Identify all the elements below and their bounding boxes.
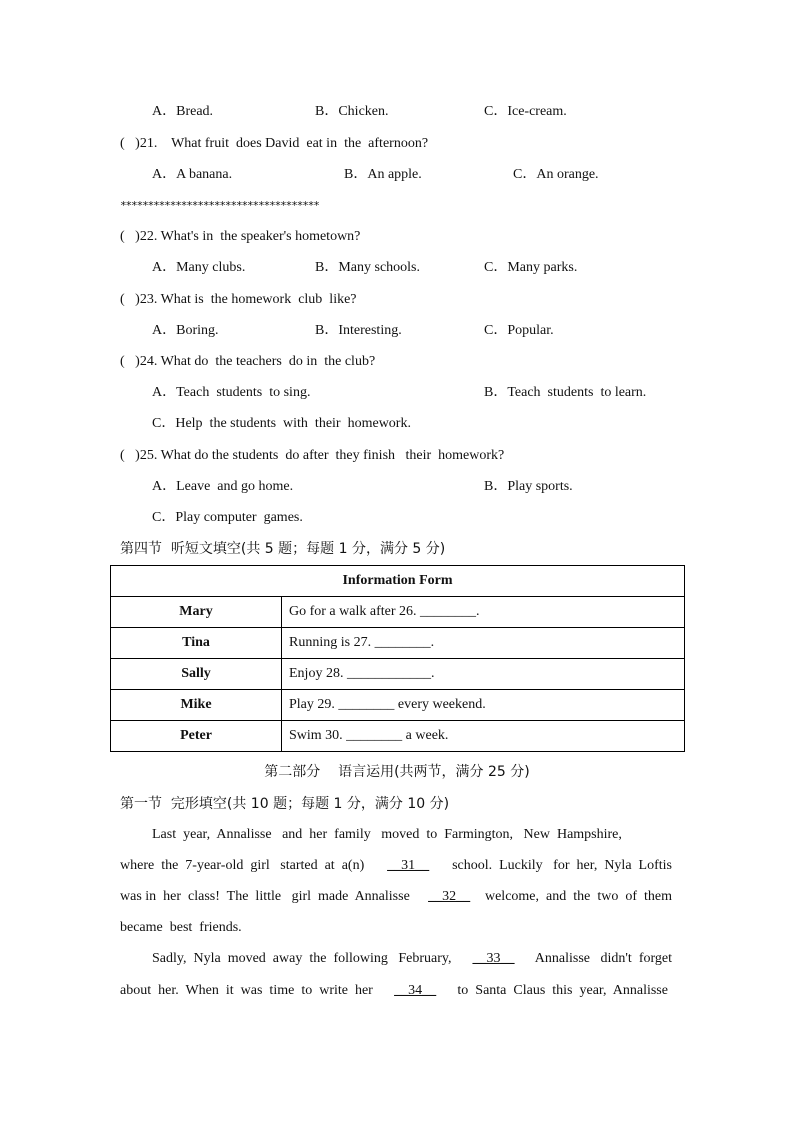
q23-option-b: B．Interesting. — [315, 323, 402, 338]
q22-option-b: B．Many schools. — [315, 260, 420, 275]
row-name-tina: Tina — [111, 628, 282, 659]
passage-p1-line1: Last year, Annalisse and her family moved to Farmington, New Hampshire, — [152, 827, 622, 842]
table-row — [111, 597, 685, 628]
blank-31: __31__ — [387, 858, 430, 873]
row-name-mike: Mike — [111, 690, 282, 721]
row-text-26: Go for a walk after 26. ________. — [282, 597, 685, 628]
q24-option-b: B．Teach students to learn. — [484, 385, 647, 400]
separator-line: ************************************ — [120, 199, 319, 212]
form-title: Information Form — [111, 566, 685, 597]
passage-text: to Santa Claus this year, Annalisse — [450, 983, 668, 998]
passage-text: welcome, and the two of them — [477, 889, 672, 904]
passage-text: Annalisse didn't forget — [528, 951, 672, 966]
table-row — [111, 659, 685, 690]
q22-option-c: C．Many parks. — [484, 260, 578, 275]
row-name-sally: Sally — [111, 659, 282, 690]
row-text-30: Swim 30. ________ a week. — [282, 721, 685, 752]
q20-option-a: A．Bread. — [152, 104, 214, 119]
row-text-27: Running is 27. ________. — [282, 628, 685, 659]
passage-text: about her. When it was time to write her — [120, 983, 380, 998]
blank-32: __32__ — [428, 889, 471, 904]
q23-option-c: C．Popular. — [484, 323, 554, 338]
passage-p1-line2 — [120, 857, 672, 875]
row-name-peter: Peter — [111, 721, 282, 752]
passage-p1-line4: became best friends. — [120, 920, 242, 935]
q24-question: ( )24. What do the teachers do in the club? — [120, 354, 376, 369]
q24-option-c: C．Help the students with their homework. — [152, 416, 411, 431]
passage-p2-line1 — [152, 950, 672, 968]
passage-p2-line2 — [120, 982, 668, 1000]
q21-question: ( )21. What fruit does David eat in the afternoon? — [120, 136, 429, 151]
q21-option-c: C．An orange. — [513, 167, 599, 182]
q25-option-a: A．Leave and go home. — [152, 479, 294, 494]
q21-option-a: A．A banana. — [152, 167, 233, 182]
table-row — [111, 690, 685, 721]
q24-option-a: A．Teach students to sing. — [152, 385, 311, 400]
q21-option-b: B．An apple. — [344, 167, 422, 182]
passage-p1-line3 — [120, 888, 672, 906]
blank-33: __33__ — [472, 951, 515, 966]
passage-text: Sadly, Nyla moved away the following February, — [152, 951, 459, 966]
q22-question: ( )22. What's in the speaker's hometown? — [120, 229, 361, 244]
q25-question: ( )25. What do the students do after they finish their homework? — [120, 448, 505, 463]
table-row — [111, 721, 685, 752]
q20-option-c: C．Ice-cream. — [484, 104, 567, 119]
part2-heading: 第二部分 语言运用(共两节，满分 25 分) — [264, 764, 530, 780]
q25-option-b: B．Play sports. — [484, 479, 573, 494]
q22-option-a: A．Many clubs. — [152, 260, 246, 275]
table-row — [111, 628, 685, 659]
row-text-28: Enjoy 28. ____________. — [282, 659, 685, 690]
blank-34: __34__ — [394, 983, 437, 998]
q20-option-b: B．Chicken. — [315, 104, 389, 119]
section4-heading: 第四节 听短文填空(共 5 题；每题 1 分，满分 5 分) — [120, 541, 446, 557]
passage-text: school. Luckily for her, Nyla Loftis — [445, 858, 672, 873]
passage-text: where the 7-year-old girl started at a(n) — [120, 858, 372, 873]
q23-option-a: A．Boring. — [152, 323, 219, 338]
q23-question: ( )23. What is the homework club like? — [120, 292, 357, 307]
passage-text: was in her class! The little girl made Annalisse — [120, 889, 421, 904]
q25-option-c: C．Play computer games. — [152, 510, 303, 525]
table-header-row — [111, 566, 685, 597]
row-name-mary: Mary — [111, 597, 282, 628]
row-text-29: Play 29. ________ every weekend. — [282, 690, 685, 721]
cloze-heading: 第一节 完形填空(共 10 题；每题 1 分，满分 10 分) — [120, 796, 450, 812]
information-form-table — [110, 565, 685, 752]
